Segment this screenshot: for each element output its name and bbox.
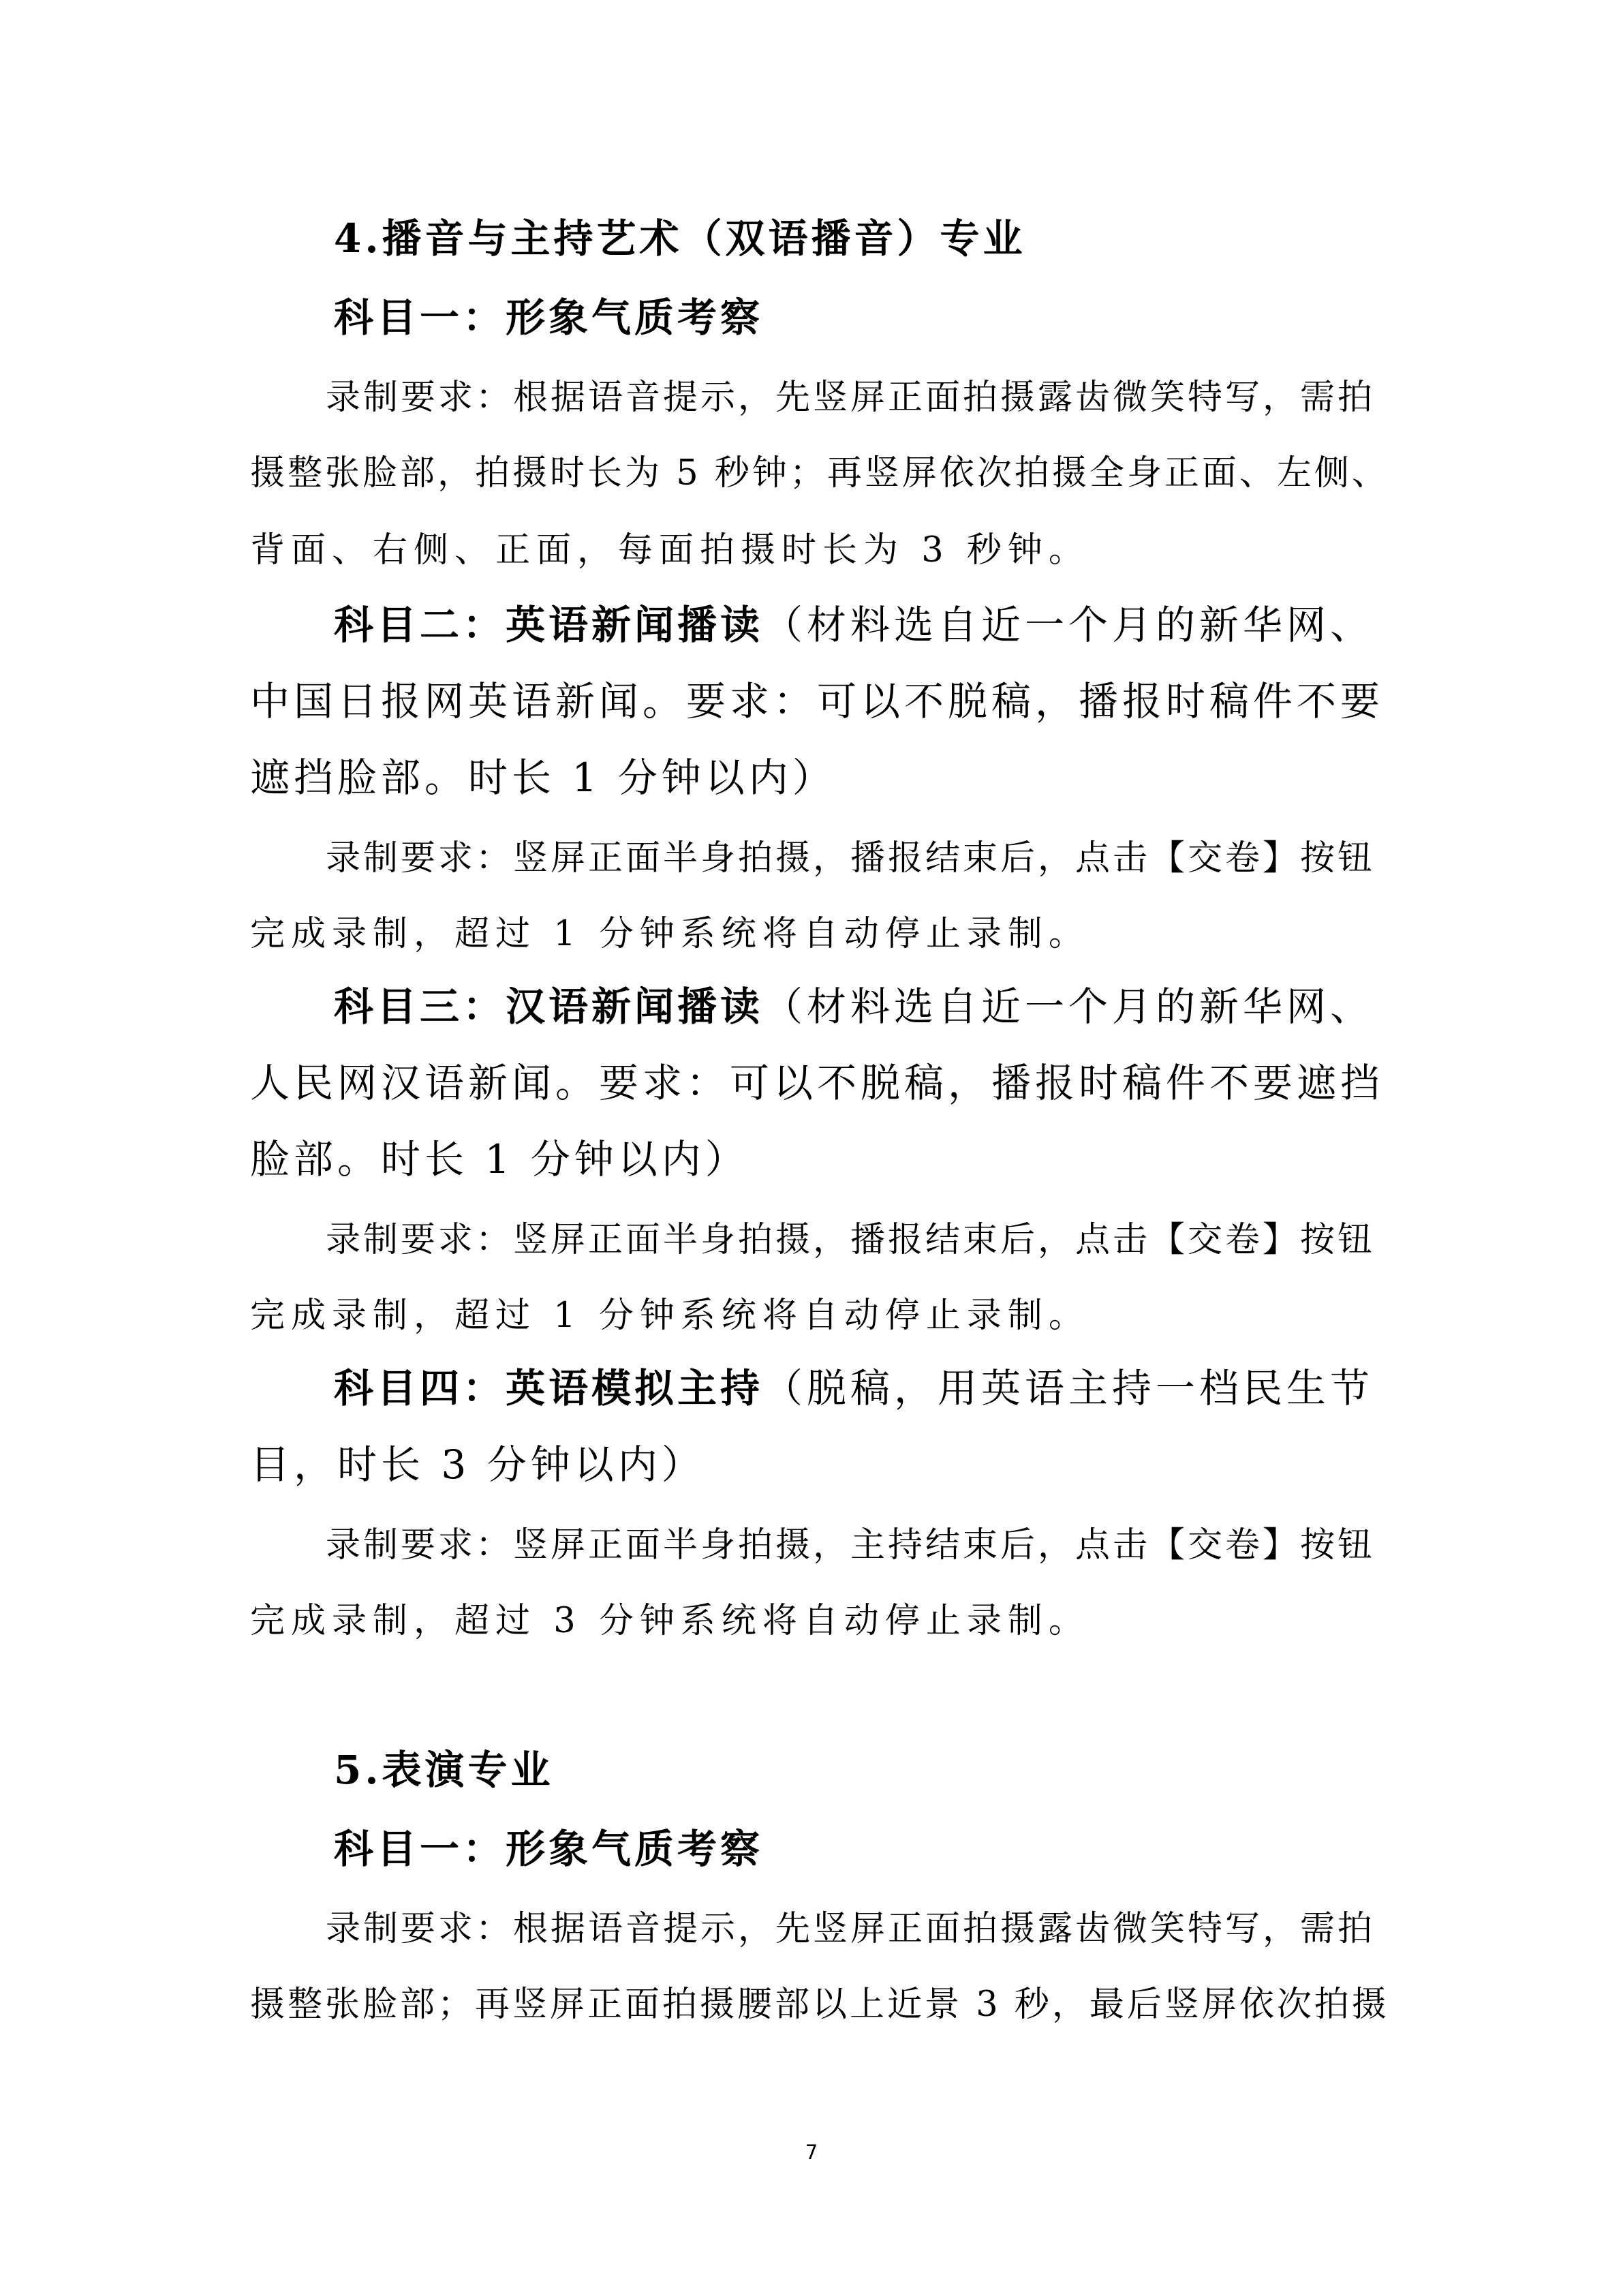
section-4-subject-1-req-line-1: 录制要求：根据语音提示，先竖屏正面拍摄露齿微笑特写，需拍: [326, 378, 1376, 418]
section-4-subject-2-req-line-2: 完成录制，超过 1 分钟系统将自动停止录制。: [250, 914, 1089, 954]
section-4-subject-2-req-line-1: 录制要求：竖屏正面半身拍摄，播报结束后，点击【交卷】按钮: [326, 838, 1376, 878]
section-5-subject-1-req-line-2: 摄整张脸部；再竖屏正面拍摄腰部以上近景 3 秒，最后竖屏依次拍摄: [250, 1985, 1389, 2025]
section-4-subject-3-req-line-1: 录制要求：竖屏正面半身拍摄，播报结束后，点击【交卷】按钮: [326, 1220, 1376, 1260]
section-4-subject-1-title: 科目一：形象气质考察: [334, 294, 764, 341]
section-4-subject-4-desc-line-2: 目，时长 3 分钟以内）: [250, 1441, 705, 1488]
section-4-title: 4.播音与主持艺术（双语播音）专业: [334, 215, 1026, 262]
section-4-subject-1-req-line-3: 背面、右侧、正面，每面拍摄时长为 3 秒钟。: [250, 530, 1089, 570]
page-number: 7: [805, 2141, 818, 2164]
section-4-subject-3-title: 科目三：汉语新闻播读: [334, 983, 764, 1030]
section-4-subject-3-req-line-2: 完成录制，超过 1 分钟系统将自动停止录制。: [250, 1296, 1089, 1336]
section-4-subject-4-title: 科目四：英语模拟主持: [334, 1365, 764, 1411]
section-4-subject-3-desc-line-1: （材料选自近一个月的新华网、: [763, 983, 1374, 1030]
section-5-subject-1-req-line-1: 录制要求：根据语音提示，先竖屏正面拍摄露齿微笑特写，需拍: [326, 1909, 1376, 1949]
section-4-subject-1-req-line-2: 摄整张脸部，拍摄时长为 5 秒钟；再竖屏依次拍摄全身正面、左侧、: [250, 453, 1389, 493]
section-4-subject-2-title: 科目二：英语新闻播读: [334, 602, 764, 648]
section-4-subject-3-desc-line-3: 脸部。时长 1 分钟以内）: [250, 1136, 749, 1182]
section-4-subject-4-req-line-1: 录制要求：竖屏正面半身拍摄，主持结束后，点击【交卷】按钮: [326, 1525, 1376, 1565]
section-5-subject-1-title: 科目一：形象气质考察: [334, 1826, 764, 1872]
section-4-subject-2-desc-line-3: 遮挡脸部。时长 1 分钟以内）: [250, 754, 836, 801]
section-4-subject-3-desc-line-2: 人民网汉语新闻。要求：可以不脱稿，播报时稿件不要遮挡: [250, 1060, 1385, 1106]
section-4-subject-4-line-1: [334, 1365, 1374, 1413]
section-4-subject-4-req-line-2: 完成录制，超过 3 分钟系统将自动停止录制。: [250, 1601, 1089, 1641]
section-4-subject-2-line-1: [334, 602, 1374, 649]
section-4-subject-3-line-1: [334, 983, 1374, 1031]
section-5-title: 5.表演专业: [334, 1747, 554, 1793]
section-4-subject-2-desc-line-1: （材料选自近一个月的新华网、: [763, 602, 1374, 648]
section-4-subject-4-desc-line-1: （脱稿，用英语主持一档民生节: [763, 1365, 1374, 1411]
section-4-subject-2-desc-line-2: 中国日报网英语新闻。要求：可以不脱稿，播报时稿件不要: [250, 678, 1385, 724]
